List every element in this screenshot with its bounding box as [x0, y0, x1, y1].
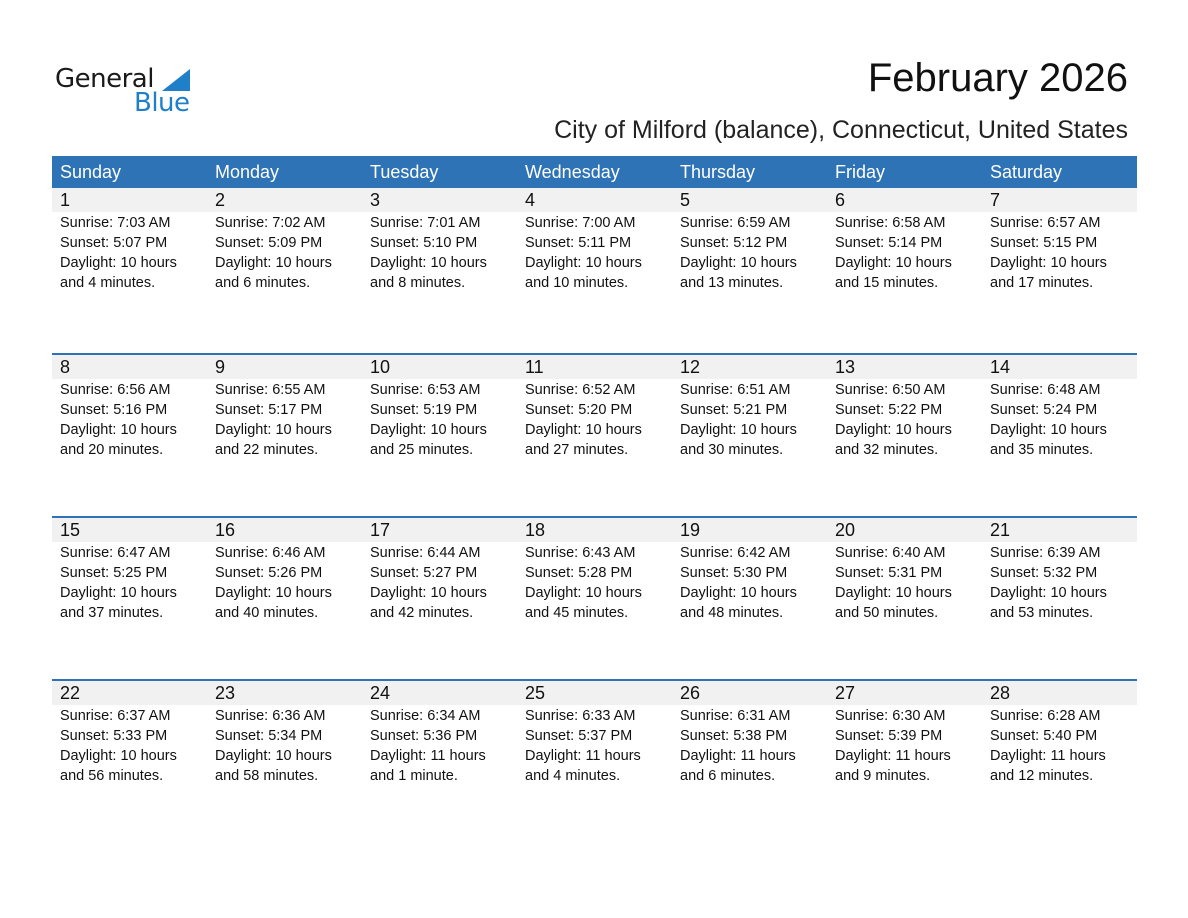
day-cell	[827, 542, 982, 623]
daylight-duration: Daylight: 10 hours	[835, 255, 952, 271]
day-number: 1	[60, 190, 71, 210]
day-info-row	[52, 542, 1137, 623]
day-cell	[672, 542, 827, 623]
sunrise-time: Sunrise: 6:34 AM	[370, 708, 481, 724]
sunrise-time: Sunrise: 6:33 AM	[525, 708, 636, 724]
day-number: 3	[370, 190, 381, 210]
weekday-tuesday: Tuesday	[370, 162, 439, 182]
sunrise-time: Sunrise: 6:37 AM	[60, 708, 171, 724]
day-number: 23	[215, 683, 236, 703]
sunset-time: Sunset: 5:20 PM	[525, 402, 633, 418]
day-number: 11	[525, 357, 544, 377]
daylight-duration: Daylight: 10 hours	[680, 422, 797, 438]
day-number: 26	[680, 683, 701, 703]
day-number: 2	[215, 190, 226, 210]
sunset-time: Sunset: 5:31 PM	[835, 565, 943, 581]
day-cell	[207, 379, 362, 460]
sunset-time: Sunset: 5:26 PM	[215, 565, 323, 581]
day-info-row	[52, 212, 1137, 293]
day-number: 19	[680, 520, 701, 540]
daylight-duration: Daylight: 10 hours	[990, 255, 1107, 271]
daylight-duration: and 4 minutes.	[525, 768, 621, 784]
weekday-monday: Monday	[215, 162, 280, 182]
daylight-duration: Daylight: 10 hours	[215, 585, 332, 601]
sunset-time: Sunset: 5:30 PM	[680, 565, 788, 581]
day-cell	[52, 705, 207, 786]
daylight-duration: Daylight: 10 hours	[370, 255, 487, 271]
daylight-duration: and 9 minutes.	[835, 768, 931, 784]
sunrise-time: Sunrise: 6:42 AM	[680, 545, 791, 561]
sunset-time: Sunset: 5:10 PM	[370, 235, 478, 251]
daylight-duration: Daylight: 11 hours	[990, 748, 1106, 764]
day-number: 17	[370, 520, 391, 540]
daylight-duration: Daylight: 10 hours	[835, 422, 952, 438]
day-cell	[517, 379, 672, 460]
day-info-row	[52, 705, 1137, 786]
week-row	[52, 679, 1137, 842]
day-cell	[362, 212, 517, 293]
day-number: 14	[990, 357, 1011, 377]
sunset-time: Sunset: 5:14 PM	[835, 235, 943, 251]
daylight-duration: Daylight: 10 hours	[60, 585, 177, 601]
daylight-duration: and 1 minute.	[370, 768, 458, 784]
sunrise-time: Sunrise: 6:40 AM	[835, 545, 946, 561]
day-cell	[827, 705, 982, 786]
daylight-duration: and 15 minutes.	[835, 275, 939, 291]
sunrise-time: Sunrise: 6:53 AM	[370, 382, 481, 398]
daylight-duration: Daylight: 10 hours	[215, 748, 332, 764]
day-cell	[362, 705, 517, 786]
weekday-friday: Friday	[835, 162, 886, 182]
day-number: 20	[835, 520, 856, 540]
daylight-duration: Daylight: 11 hours	[680, 748, 796, 764]
daylight-duration: and 30 minutes.	[680, 442, 784, 458]
daylight-duration: Daylight: 10 hours	[990, 585, 1107, 601]
sunset-time: Sunset: 5:38 PM	[680, 728, 788, 744]
day-cell	[207, 212, 362, 293]
day-cell	[362, 379, 517, 460]
day-cell	[52, 212, 207, 293]
sunrise-time: Sunrise: 6:51 AM	[680, 382, 791, 398]
daylight-duration: Daylight: 10 hours	[215, 255, 332, 271]
daylight-duration: and 35 minutes.	[990, 442, 1094, 458]
daylight-duration: and 6 minutes.	[215, 275, 311, 291]
sunset-time: Sunset: 5:16 PM	[60, 402, 168, 418]
daylight-duration: and 40 minutes.	[215, 605, 319, 621]
day-number: 15	[60, 520, 81, 540]
daylight-duration: Daylight: 10 hours	[680, 255, 797, 271]
week-row	[52, 188, 1137, 353]
daylight-duration: Daylight: 10 hours	[525, 585, 642, 601]
day-cell	[982, 705, 1137, 786]
sunset-time: Sunset: 5:27 PM	[370, 565, 478, 581]
day-number-row	[52, 681, 1137, 705]
day-cell	[827, 212, 982, 293]
sunrise-time: Sunrise: 6:59 AM	[680, 215, 791, 231]
sunrise-time: Sunrise: 7:00 AM	[525, 215, 636, 231]
day-number: 27	[835, 683, 856, 703]
day-number: 7	[990, 190, 1001, 210]
day-cell	[827, 379, 982, 460]
day-cell	[52, 542, 207, 623]
sunrise-time: Sunrise: 7:01 AM	[370, 215, 481, 231]
daylight-duration: Daylight: 10 hours	[525, 255, 642, 271]
daylight-duration: Daylight: 10 hours	[680, 585, 797, 601]
sunrise-time: Sunrise: 6:44 AM	[370, 545, 481, 561]
day-number: 18	[525, 520, 546, 540]
sunrise-time: Sunrise: 6:28 AM	[990, 708, 1101, 724]
day-cell	[207, 705, 362, 786]
sunset-time: Sunset: 5:21 PM	[680, 402, 788, 418]
day-cell	[517, 542, 672, 623]
sunrise-time: Sunrise: 6:47 AM	[60, 545, 171, 561]
daylight-duration: and 25 minutes.	[370, 442, 474, 458]
daylight-duration: and 10 minutes.	[525, 275, 629, 291]
day-number: 13	[835, 357, 856, 377]
day-number: 4	[525, 190, 536, 210]
location-subtitle: City of Milford (balance), Connecticut, United States	[554, 116, 1128, 144]
day-cell	[672, 705, 827, 786]
sunrise-time: Sunrise: 6:48 AM	[990, 382, 1101, 398]
day-cell	[517, 212, 672, 293]
daylight-duration: Daylight: 10 hours	[215, 422, 332, 438]
day-number: 9	[215, 357, 226, 377]
daylight-duration: Daylight: 11 hours	[525, 748, 641, 764]
daylight-duration: and 12 minutes.	[990, 768, 1094, 784]
day-number: 28	[990, 683, 1011, 703]
weekday-saturday: Saturday	[990, 162, 1063, 182]
sunset-time: Sunset: 5:12 PM	[680, 235, 788, 251]
daylight-duration: and 42 minutes.	[370, 605, 474, 621]
sunset-time: Sunset: 5:24 PM	[990, 402, 1098, 418]
sunset-time: Sunset: 5:32 PM	[990, 565, 1098, 581]
daylight-duration: and 22 minutes.	[215, 442, 319, 458]
daylight-duration: Daylight: 10 hours	[60, 422, 177, 438]
daylight-duration: Daylight: 10 hours	[60, 255, 177, 271]
logo-word-blue: Blue	[134, 88, 190, 118]
daylight-duration: Daylight: 10 hours	[370, 585, 487, 601]
sunrise-time: Sunrise: 6:52 AM	[525, 382, 636, 398]
day-number: 22	[60, 683, 81, 703]
daylight-duration: Daylight: 10 hours	[525, 422, 642, 438]
day-number-row	[52, 188, 1137, 212]
week-row	[52, 353, 1137, 516]
sunset-time: Sunset: 5:15 PM	[990, 235, 1098, 251]
sunset-time: Sunset: 5:34 PM	[215, 728, 323, 744]
sunrise-time: Sunrise: 6:43 AM	[525, 545, 636, 561]
sunset-time: Sunset: 5:25 PM	[60, 565, 168, 581]
sunset-time: Sunset: 5:36 PM	[370, 728, 478, 744]
sunset-time: Sunset: 5:09 PM	[215, 235, 323, 251]
sunset-time: Sunset: 5:37 PM	[525, 728, 633, 744]
day-number-row	[52, 518, 1137, 542]
sunrise-time: Sunrise: 7:03 AM	[60, 215, 171, 231]
daylight-duration: Daylight: 10 hours	[60, 748, 177, 764]
daylight-duration: Daylight: 10 hours	[370, 422, 487, 438]
day-number: 12	[680, 357, 701, 377]
sunrise-time: Sunrise: 6:30 AM	[835, 708, 946, 724]
day-number: 8	[60, 357, 71, 377]
sunset-time: Sunset: 5:11 PM	[525, 235, 632, 251]
sunrise-time: Sunrise: 7:02 AM	[215, 215, 326, 231]
day-number: 25	[525, 683, 546, 703]
daylight-duration: and 27 minutes.	[525, 442, 629, 458]
daylight-duration: and 8 minutes.	[370, 275, 466, 291]
daylight-duration: Daylight: 10 hours	[835, 585, 952, 601]
day-number-row	[52, 355, 1137, 379]
sunset-time: Sunset: 5:19 PM	[370, 402, 478, 418]
sunset-time: Sunset: 5:07 PM	[60, 235, 168, 251]
sunset-time: Sunset: 5:17 PM	[215, 402, 323, 418]
sunset-time: Sunset: 5:39 PM	[835, 728, 943, 744]
logo-word-general: General	[55, 64, 154, 94]
generalblue-logo	[55, 64, 195, 120]
day-cell	[982, 379, 1137, 460]
day-info-row	[52, 379, 1137, 460]
day-cell	[517, 705, 672, 786]
day-number: 5	[680, 190, 691, 210]
sunrise-time: Sunrise: 6:58 AM	[835, 215, 946, 231]
day-number: 16	[215, 520, 236, 540]
day-cell	[982, 212, 1137, 293]
calendar-grid	[52, 156, 1137, 842]
weekday-sunday: Sunday	[60, 162, 122, 182]
week-row	[52, 516, 1137, 679]
day-cell	[52, 379, 207, 460]
weekday-header-row	[52, 156, 1137, 188]
day-cell	[672, 212, 827, 293]
sunset-time: Sunset: 5:33 PM	[60, 728, 168, 744]
daylight-duration: Daylight: 11 hours	[370, 748, 486, 764]
weeks-container	[52, 188, 1137, 842]
sunset-time: Sunset: 5:40 PM	[990, 728, 1098, 744]
sunrise-time: Sunrise: 6:57 AM	[990, 215, 1101, 231]
sunrise-time: Sunrise: 6:46 AM	[215, 545, 326, 561]
day-number: 6	[835, 190, 846, 210]
sunrise-time: Sunrise: 6:39 AM	[990, 545, 1101, 561]
sunrise-time: Sunrise: 6:50 AM	[835, 382, 946, 398]
daylight-duration: and 13 minutes.	[680, 275, 784, 291]
weekday-thursday: Thursday	[680, 162, 756, 182]
weekday-wednesday: Wednesday	[525, 162, 620, 182]
sunrise-time: Sunrise: 6:36 AM	[215, 708, 326, 724]
daylight-duration: and 4 minutes.	[60, 275, 156, 291]
daylight-duration: and 53 minutes.	[990, 605, 1094, 621]
day-cell	[362, 542, 517, 623]
daylight-duration: and 48 minutes.	[680, 605, 784, 621]
day-number: 10	[370, 357, 391, 377]
daylight-duration: and 20 minutes.	[60, 442, 164, 458]
daylight-duration: and 45 minutes.	[525, 605, 629, 621]
daylight-duration: and 56 minutes.	[60, 768, 164, 784]
sunrise-time: Sunrise: 6:31 AM	[680, 708, 791, 724]
daylight-duration: and 6 minutes.	[680, 768, 776, 784]
day-cell	[672, 379, 827, 460]
daylight-duration: and 37 minutes.	[60, 605, 164, 621]
daylight-duration: and 32 minutes.	[835, 442, 939, 458]
sunrise-time: Sunrise: 6:56 AM	[60, 382, 171, 398]
daylight-duration: and 50 minutes.	[835, 605, 939, 621]
daylight-duration: and 58 minutes.	[215, 768, 319, 784]
daylight-duration: Daylight: 10 hours	[990, 422, 1107, 438]
daylight-duration: and 17 minutes.	[990, 275, 1094, 291]
day-number: 21	[990, 520, 1011, 540]
sunset-time: Sunset: 5:28 PM	[525, 565, 633, 581]
sunset-time: Sunset: 5:22 PM	[835, 402, 943, 418]
sunrise-time: Sunrise: 6:55 AM	[215, 382, 326, 398]
daylight-duration: Daylight: 11 hours	[835, 748, 951, 764]
day-number: 24	[370, 683, 391, 703]
page-title: February 2026	[867, 56, 1128, 100]
day-cell	[207, 542, 362, 623]
day-cell	[982, 542, 1137, 623]
